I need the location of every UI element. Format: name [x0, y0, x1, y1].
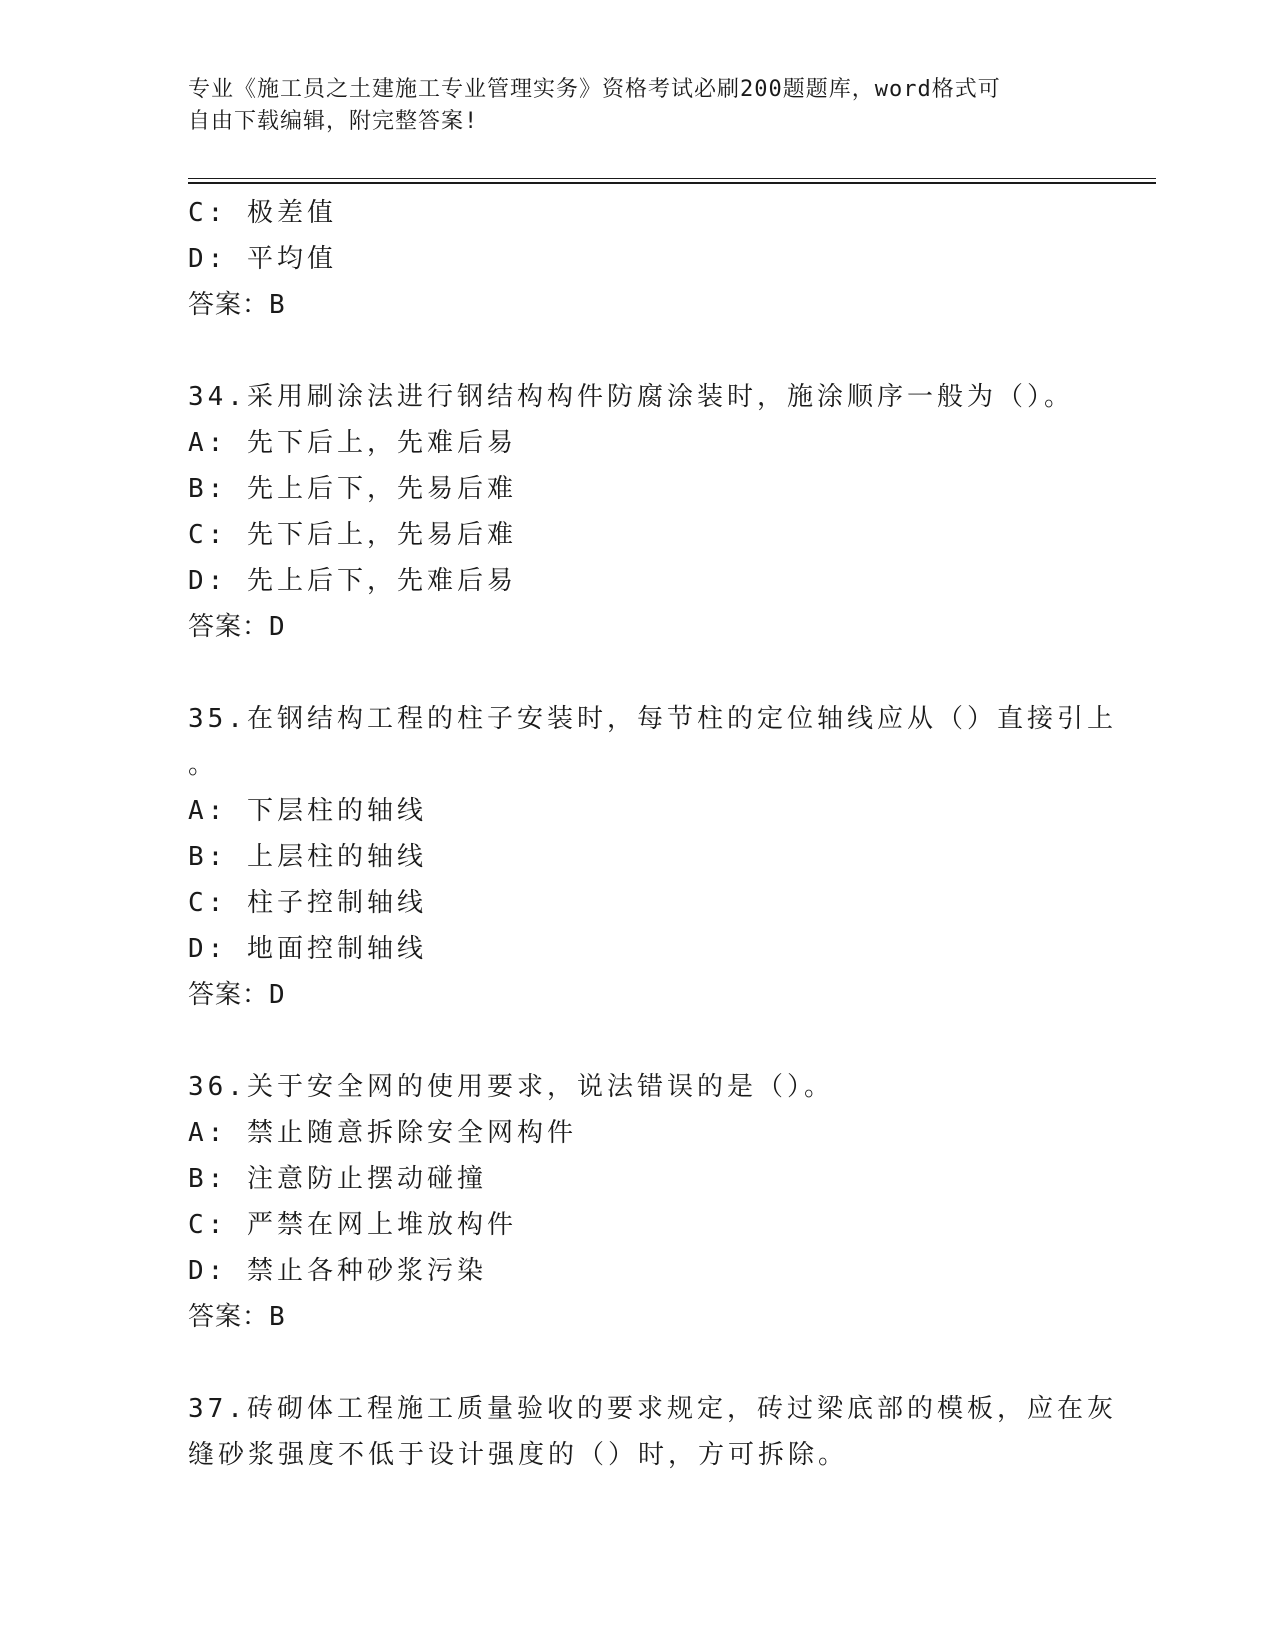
option-c: C: 严禁在网上堆放构件 [188, 1210, 517, 1240]
question-stem-line-1: 35.在钢结构工程的柱子安装时，每节柱的定位轴线应从（）直接引上 [188, 704, 1117, 734]
option-a: A: 下层柱的轴线 [188, 796, 427, 826]
spacer [188, 1018, 1088, 1064]
answer: 答案：D [188, 980, 286, 1010]
option-d: D: 先上后下，先难后易 [188, 566, 517, 596]
document-header [188, 74, 1068, 138]
option-c: C: 先下后上，先易后难 [188, 520, 517, 550]
header-divider-thin [188, 178, 1156, 179]
spacer [188, 328, 1088, 374]
question-34 [188, 374, 1088, 650]
header-line-1: 专业《施工员之土建施工专业管理实务》资格考试必刷200题题库，word格式可 [188, 77, 1001, 102]
question-stem: 36.关于安全网的使用要求，说法错误的是（）。 [188, 1072, 834, 1102]
question-33-tail [188, 190, 1088, 328]
option-b: B: 上层柱的轴线 [188, 842, 427, 872]
answer: 答案：B [188, 1302, 286, 1332]
option-a: A: 禁止随意拆除安全网构件 [188, 1118, 577, 1148]
spacer [188, 650, 1088, 696]
question-stem: 34.采用刷涂法进行钢结构构件防腐涂装时，施涂顺序一般为（）。 [188, 382, 1074, 412]
option-c: C: 柱子控制轴线 [188, 888, 427, 918]
answer: 答案：B [188, 290, 286, 320]
header-line-2: 自由下载编辑，附完整答案! [188, 109, 479, 134]
question-36 [188, 1064, 1088, 1340]
question-37 [188, 1386, 1117, 1478]
option-d: D: 地面控制轴线 [188, 934, 427, 964]
option-a: A: 先下后上，先难后易 [188, 428, 517, 458]
option-d: D: 禁止各种砂浆污染 [188, 1256, 487, 1286]
option-d: D: 平均值 [188, 244, 337, 274]
spacer [188, 1340, 1088, 1386]
question-stem-line-1: 37.砖砌体工程施工质量验收的要求规定，砖过梁底部的模板，应在灰 [188, 1394, 1117, 1424]
option-b: B: 注意防止摆动碰撞 [188, 1164, 487, 1194]
question-stem-line-2: 缝砂浆强度不低于设计强度的（）时，方可拆除。 [188, 1440, 849, 1470]
question-35 [188, 696, 1117, 1018]
option-c: C: 极差值 [188, 198, 337, 228]
option-b: B: 先上后下，先易后难 [188, 474, 517, 504]
header-divider-thick [188, 182, 1156, 184]
question-stem-line-2: 。 [188, 750, 219, 780]
question-list [188, 190, 1117, 1478]
answer: 答案：D [188, 612, 286, 642]
